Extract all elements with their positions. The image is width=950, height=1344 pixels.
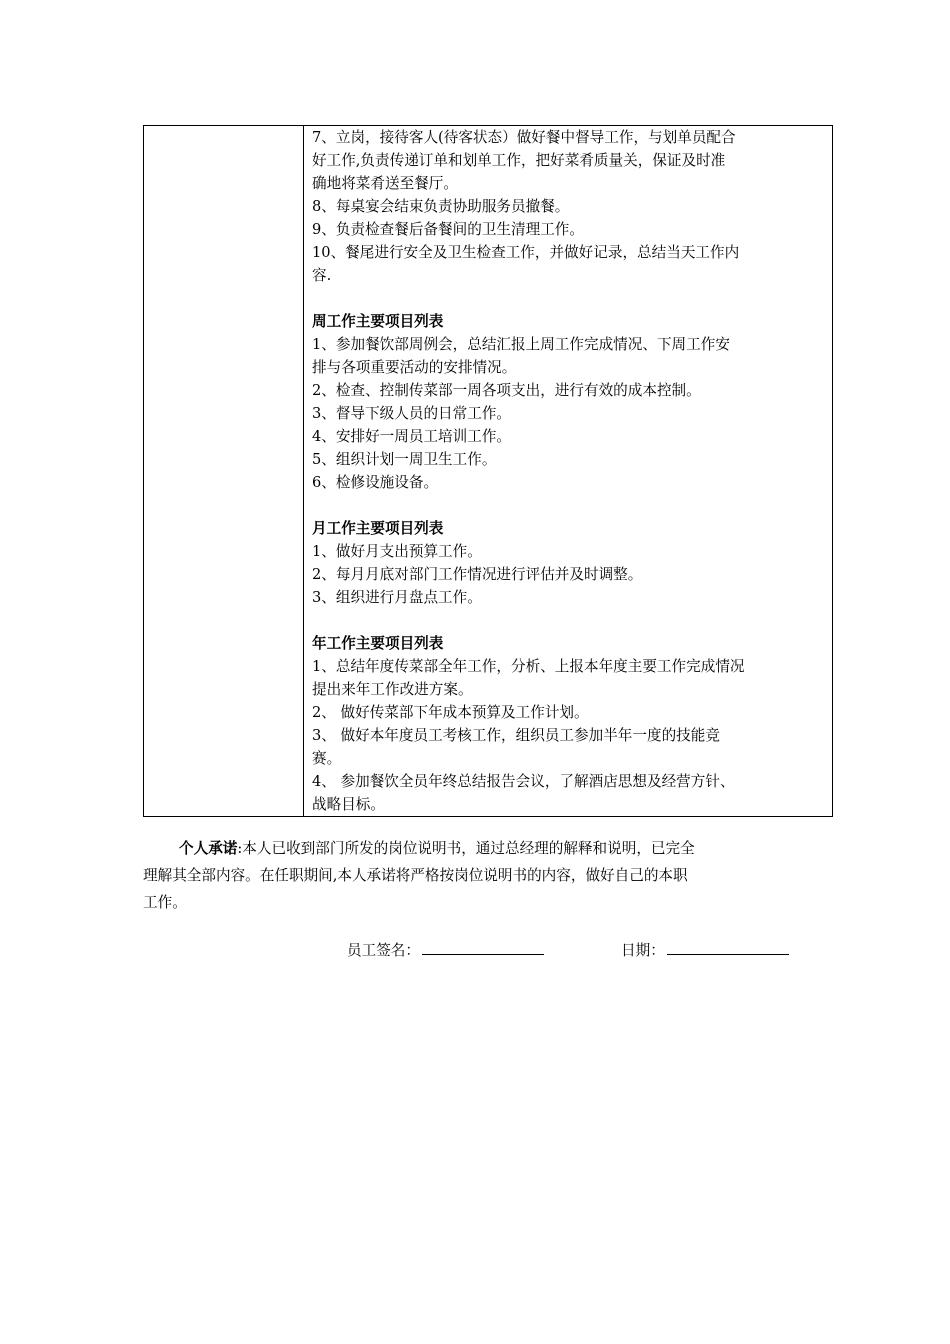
- date-block: [621, 938, 789, 962]
- commitment-line-1: [143, 835, 833, 862]
- duty-line: 9、负责检查餐后备餐间的卫生清理工作。: [312, 221, 584, 238]
- duty-line: 8、每桌宴会结束负责协助服务员撤餐。: [312, 198, 570, 215]
- duty-line: 3、 做好本年度员工考核工作，组织员工参加半年一度的技能竞: [312, 727, 720, 744]
- duty-line: 1、参加餐饮部周例会，总结汇报上周工作完成情况、下周工作安: [312, 336, 730, 353]
- duty-line: 提出来年工作改进方案。: [312, 681, 473, 698]
- duty-line: 5、组织计划一周卫生工作。: [312, 451, 497, 468]
- duty-line: 容.: [312, 267, 332, 284]
- section-heading: 月工作主要项目列表: [312, 520, 444, 537]
- duty-line: 排与各项重要活动的安排情况。: [312, 359, 517, 376]
- duty-line: 好工作,负责传递订单和划单工作，把好菜肴质量关，保证及时准: [312, 152, 726, 169]
- duty-line: 1、总结年度传菜部全年工作，分析、上报本年度主要工作完成情况: [312, 658, 745, 675]
- duty-line: 战略目标。: [312, 796, 385, 813]
- section-heading: 年工作主要项目列表: [312, 635, 444, 652]
- table-left-cell: [144, 126, 304, 817]
- employee-signature-field[interactable]: [422, 938, 544, 955]
- blank-line: [312, 287, 826, 310]
- duty-line: 2、检查、控制传菜部一周各项支出，进行有效的成本控制。: [312, 382, 701, 399]
- duty-line: 1、做好月支出预算工作。: [312, 543, 482, 560]
- duty-line: 4、 参加餐饮全员年终总结报告会议，了解酒店思想及经营方针、: [312, 773, 735, 790]
- duty-line: 3、督导下级人员的日常工作。: [312, 405, 512, 422]
- personal-commitment: [143, 835, 833, 916]
- signature-row: [347, 938, 665, 962]
- duty-line: 2、 做好传菜部下年成本预算及工作计划。: [312, 704, 589, 721]
- duty-line: 赛。: [312, 750, 342, 767]
- duty-line: 4、安排好一周员工培训工作。: [312, 428, 512, 445]
- date-label: 日期：: [621, 942, 665, 959]
- date-field[interactable]: [667, 938, 789, 955]
- duty-line: 2、每月月底对部门工作情况进行评估并及时调整。: [312, 566, 643, 583]
- blank-line: [312, 609, 826, 632]
- commitment-line-3: 工作。: [143, 894, 187, 911]
- job-duty-table: [143, 125, 833, 817]
- duty-line: 3、组织进行月盘点工作。: [312, 589, 482, 606]
- employee-signature-label: 员工签名：: [347, 942, 420, 959]
- table-duty-cell: [304, 126, 833, 817]
- blank-line: [312, 494, 826, 517]
- duty-line: 确地将菜肴送至餐厅。: [312, 175, 458, 192]
- duty-line: 7、立岗，接待客人(待客状态）做好餐中督导工作，与划单员配合: [312, 129, 736, 146]
- commitment-line-2: 理解其全部内容。在任职期间,本人承诺将严格按岗位说明书的内容，做好自己的本职: [143, 867, 688, 884]
- section-heading: 周工作主要项目列表: [312, 313, 444, 330]
- duty-line: 6、检修设施设备。: [312, 474, 439, 491]
- commitment-text-1: :本人已收到部门所发的岗位说明书，通过总经理的解释和说明，已完全: [237, 840, 695, 857]
- duty-line: 10、餐尾进行安全及卫生检查工作，并做好记录，总结当天工作内: [312, 244, 740, 261]
- commitment-label: 个人承诺: [179, 840, 238, 857]
- duty-lines: [312, 126, 826, 816]
